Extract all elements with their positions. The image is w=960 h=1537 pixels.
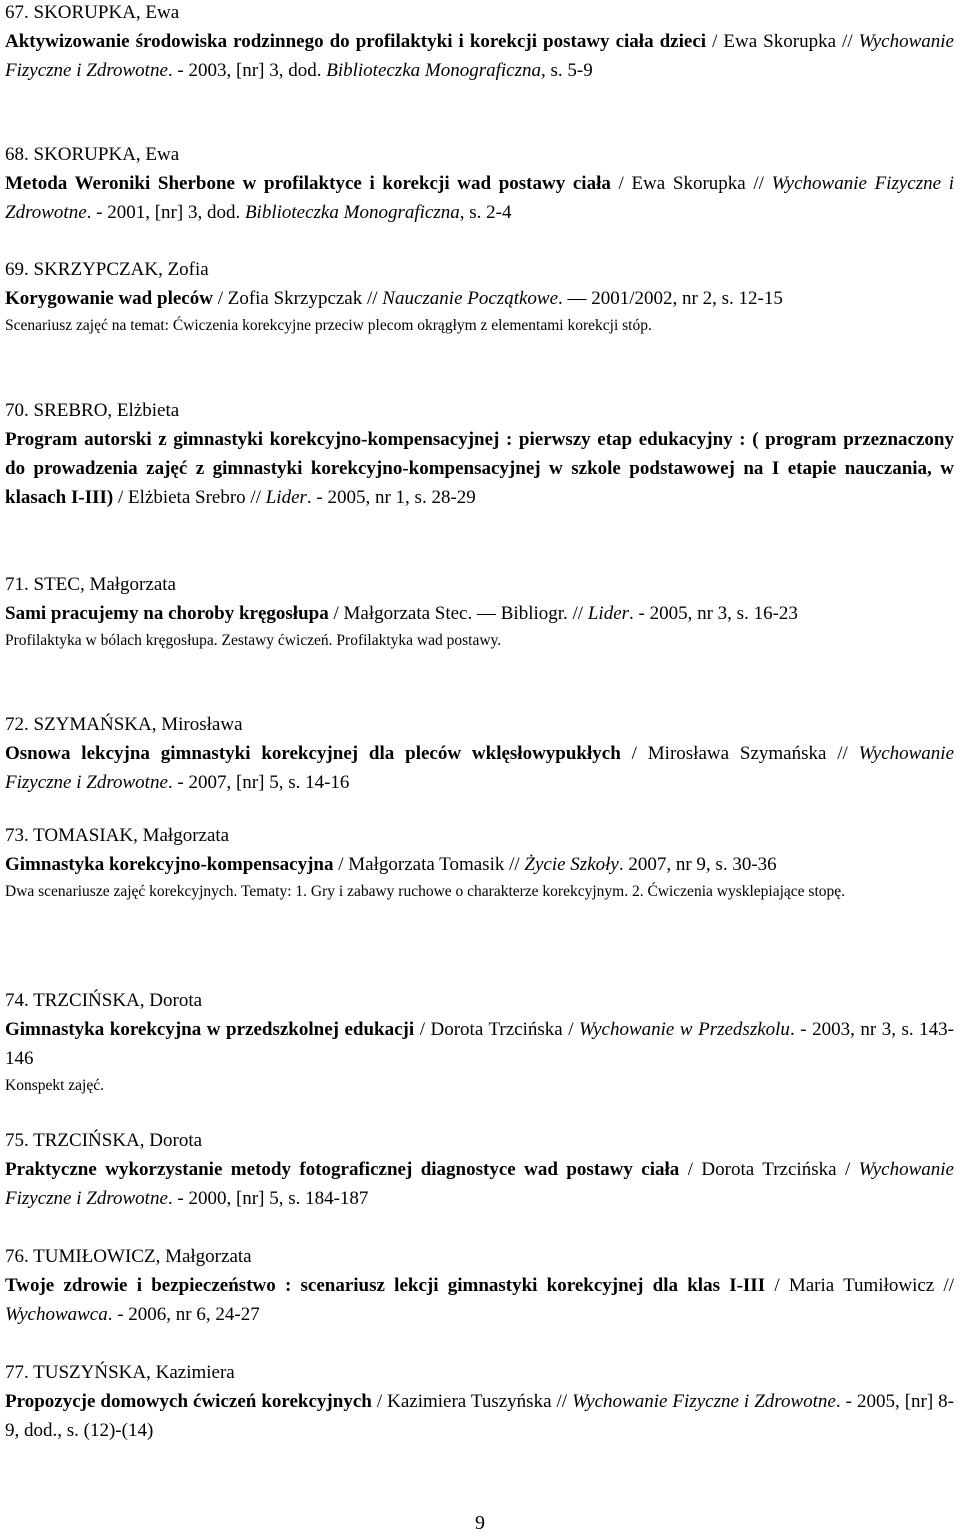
bibliography-entry-68 <box>5 140 954 227</box>
entry-heading: 70. SREBRO, Elżbieta <box>5 400 180 421</box>
entry-heading: 68. SKORUPKA, Ewa <box>5 144 180 165</box>
bibliography-entry-69 <box>5 255 954 338</box>
entry-heading: 76. TUMIŁOWICZ, Małgorzata <box>5 1246 252 1267</box>
entry-title: Praktyczne wykorzystanie metody fotograficznej diagnostyce wad postawy ciała <box>5 1159 680 1180</box>
journal-name: Wychowanie Fizyczne i Zdrowotne <box>5 31 954 81</box>
entry-title: Korygowanie wad pleców <box>5 288 213 309</box>
entry-heading: 67. SKORUPKA, Ewa <box>5 2 180 23</box>
entry-title: Sami pracujemy na choroby kręgosłupa <box>5 603 329 624</box>
entry-heading: 77. TUSZYŃSKA, Kazimiera <box>5 1362 235 1383</box>
entry-title: Propozycje domowych ćwiczeń korekcyjnych <box>5 1391 372 1412</box>
page-number: 9 <box>475 1512 485 1534</box>
entry-title: Osnowa lekcyjna gimnastyki korekcyjnej dla pleców wklęsłowypukłych <box>5 743 621 764</box>
entry-citation: Program autorski z gimnastyki korekcyjno-kompensacyjnej : pierwszy etap edukacyjny : ( program przeznaczony do prowadzenia zajęć z gimnastyki korekcyjno-kompensacyjnej w szkole podstawowej na I etapie nauczania, w klasach I-III) / Elżbieta Srebro // Lider. - 2005, nr 1, s. 28-29 <box>5 429 954 508</box>
journal-name: Wychowanie Fizyczne i Zdrowotne <box>5 743 955 793</box>
bibliography-entry-70 <box>5 396 954 512</box>
entry-citation: Aktywizowanie środowiska rodzinnego do profilaktyki i korekcji postawy ciała dzieci / Ewa Skorupka // Wychowanie Fizyczne i Zdrowotne. - 2003, [nr] 3, dod. Biblioteczka Monograficzna, s. 5-9 <box>5 31 954 81</box>
bibliography-entry-76 <box>5 1242 954 1329</box>
bibliography-entry-74 <box>5 986 954 1098</box>
entry-annotation: Profilaktyka w bólach kręgosłupa. Zestawy ćwiczeń. Profilaktyka wad postawy. <box>5 632 502 649</box>
entry-citation: Gimnastyka korekcyjna w przedszkolnej edukacji / Dorota Trzcińska / Wychowanie w Przedszkolu. - 2003, nr 3, s. 143-146 <box>5 1019 954 1069</box>
supplement-name: Biblioteczka Monograficzna <box>244 202 460 223</box>
entry-citation: Osnowa lekcyjna gimnastyki korekcyjnej dla pleców wklęsłowypukłych / Mirosława Szymańska // Wychowanie Fizyczne i Zdrowotne. - 2007, [nr] 5, s. 14-16 <box>5 743 955 793</box>
entry-title: Program autorski z gimnastyki korekcyjno-kompensacyjnej : pierwszy etap edukacyjny : ( program przeznaczony do prowadzenia zajęć z gimnastyki korekcyjno-kompensacyjnej w szkole podstawowej na I etapie nauczania, w klasach I-III) <box>5 429 954 508</box>
entry-heading: 71. STEC, Małgorzata <box>5 574 176 595</box>
entry-title: Gimnastyka korekcyjna w przedszkolnej edukacji <box>5 1019 415 1040</box>
entry-title: Aktywizowanie środowiska rodzinnego do profilaktyki i korekcji postawy ciała dzieci <box>5 31 707 52</box>
bibliography-entry-72 <box>5 710 954 797</box>
entry-heading: 74. TRZCIŃSKA, Dorota <box>5 990 203 1011</box>
bibliography-entry-77 <box>5 1358 954 1445</box>
entry-citation: Praktyczne wykorzystanie metody fotograficznej diagnostyce wad postawy ciała / Dorota Trzcińska / Wychowanie Fizyczne i Zdrowotne. - 2000, [nr] 5, s. 184-187 <box>5 1159 954 1209</box>
entry-heading: 72. SZYMAŃSKA, Mirosława <box>5 714 243 735</box>
entry-citation: Twoje zdrowie i bezpieczeństwo : scenariusz lekcji gimnastyki korekcyjnej dla klas I-III / Maria Tumiłowicz // Wychowawca. - 2006, nr 6, 24-27 <box>5 1275 954 1325</box>
entry-heading: 75. TRZCIŃSKA, Dorota <box>5 1130 203 1151</box>
journal-name: Wychowawca <box>5 1304 108 1325</box>
bibliography-entry-75 <box>5 1126 954 1213</box>
bibliography-entry-73 <box>5 821 954 904</box>
entry-heading: 69. SKRZYPCZAK, Zofia <box>5 259 209 280</box>
journal-name: Życie Szkoły <box>524 854 619 875</box>
entry-citation: Korygowanie wad pleców / Zofia Skrzypczak // Nauczanie Początkowe. — 2001/2002, nr 2, s. 12-15 <box>5 288 783 309</box>
journal-name: Lider <box>587 603 630 624</box>
bibliography-entry-67 <box>5 0 954 85</box>
entry-heading: 73. TOMASIAK, Małgorzata <box>5 825 230 846</box>
entry-annotation: Konspekt zajęć. <box>5 1077 104 1094</box>
entry-title: Gimnastyka korekcyjno-kompensacyjna <box>5 854 334 875</box>
journal-name: Wychowanie Fizyczne i Zdrowotne <box>5 173 954 223</box>
entry-citation: Sami pracujemy na choroby kręgosłupa / Małgorzata Stec. — Bibliogr. // Lider. - 2005, nr 3, s. 16-23 <box>5 603 798 624</box>
entry-citation: Propozycje domowych ćwiczeń korekcyjnych / Kazimiera Tuszyńska // Wychowanie Fizyczne i Zdrowotne. - 2005, [nr] 8-9, dod., s. (12)-(14) <box>5 1391 955 1441</box>
entry-title: Metoda Weroniki Sherbone w profilaktyce i korekcji wad postawy ciała <box>5 173 611 194</box>
journal-name: Wychowanie Fizyczne i Zdrowotne <box>572 1391 836 1412</box>
entry-title: Twoje zdrowie i bezpieczeństwo : scenariusz lekcji gimnastyki korekcyjnej dla klas I-III <box>5 1275 766 1296</box>
entry-annotation: Dwa scenariusze zajęć korekcyjnych. Tematy: 1. Gry i zabawy ruchowe o charakterze korekcyjnym. 2. Ćwiczenia wysklepiające stopę. <box>5 883 846 900</box>
entry-citation: Gimnastyka korekcyjno-kompensacyjna / Małgorzata Tomasik // Życie Szkoły. 2007, nr 9, s. 30-36 <box>5 854 777 875</box>
journal-name: Wychowanie w Przedszkolu <box>579 1019 790 1040</box>
entry-citation: Metoda Weroniki Sherbone w profilaktyce i korekcji wad postawy ciała / Ewa Skorupka // Wychowanie Fizyczne i Zdrowotne. - 2001, [nr] 3, dod. Biblioteczka Monograficzna, s. 2-4 <box>5 173 954 223</box>
supplement-name: Biblioteczka Monograficzna <box>326 60 541 81</box>
bibliography-entry-71 <box>5 570 954 653</box>
journal-name: Lider <box>265 487 307 508</box>
journal-name: Nauczanie Początkowe <box>382 288 559 309</box>
entry-annotation: Scenariusz zajęć na temat: Ćwiczenia korekcyjne przeciw plecom okrągłym z elementami korekcji stóp. <box>5 317 652 334</box>
journal-name: Wychowanie Fizyczne i Zdrowotne <box>5 1159 954 1209</box>
